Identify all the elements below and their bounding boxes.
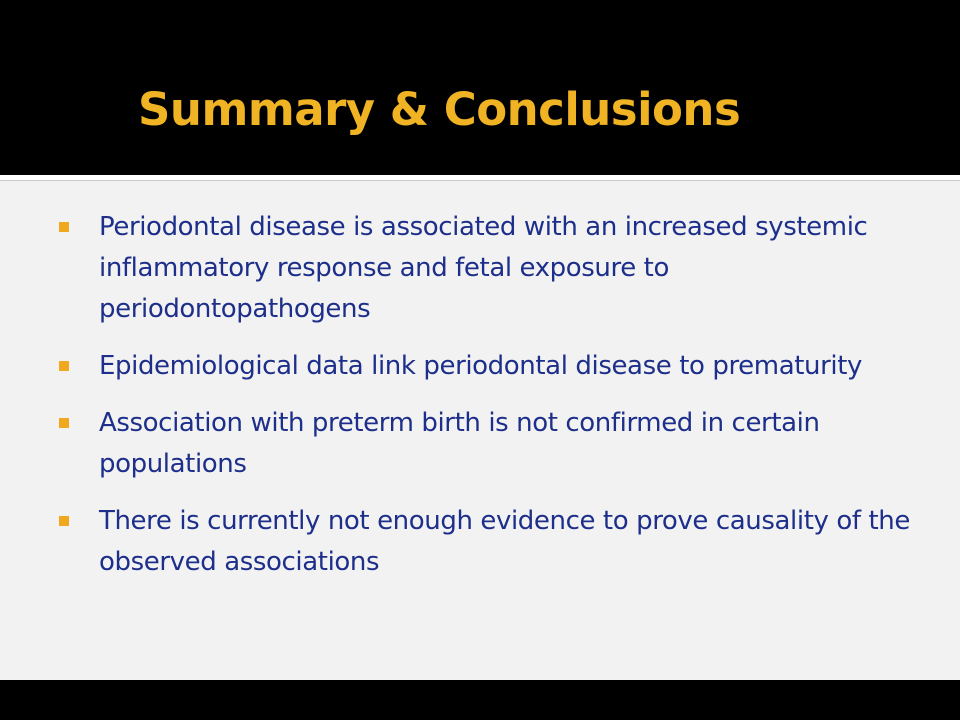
bullet-text: Epidemiological data link periodontal disease to prematurity xyxy=(99,351,863,381)
slide-header xyxy=(0,0,960,175)
bullet-text: Association with preterm birth is not confirmed in certain populations xyxy=(99,408,820,479)
bullet-item xyxy=(0,501,960,583)
square-bullet-icon xyxy=(59,361,69,371)
bullet-item xyxy=(0,207,960,330)
slide-content xyxy=(0,181,960,680)
bullet-text: Periodontal disease is associated with an increased systemic inflammatory response and fetal exposure to periodontopathogens xyxy=(99,212,868,324)
slide-title: Summary & Conclusions xyxy=(138,83,741,136)
bullet-item xyxy=(0,403,960,485)
bullet-list xyxy=(0,207,960,599)
bullet-text: There is currently not enough evidence to prove causality of the observed associations xyxy=(99,506,910,577)
slide-footer-bar xyxy=(0,680,960,720)
square-bullet-icon xyxy=(59,418,69,428)
bullet-item xyxy=(0,346,960,387)
square-bullet-icon xyxy=(59,516,69,526)
square-bullet-icon xyxy=(59,222,69,232)
